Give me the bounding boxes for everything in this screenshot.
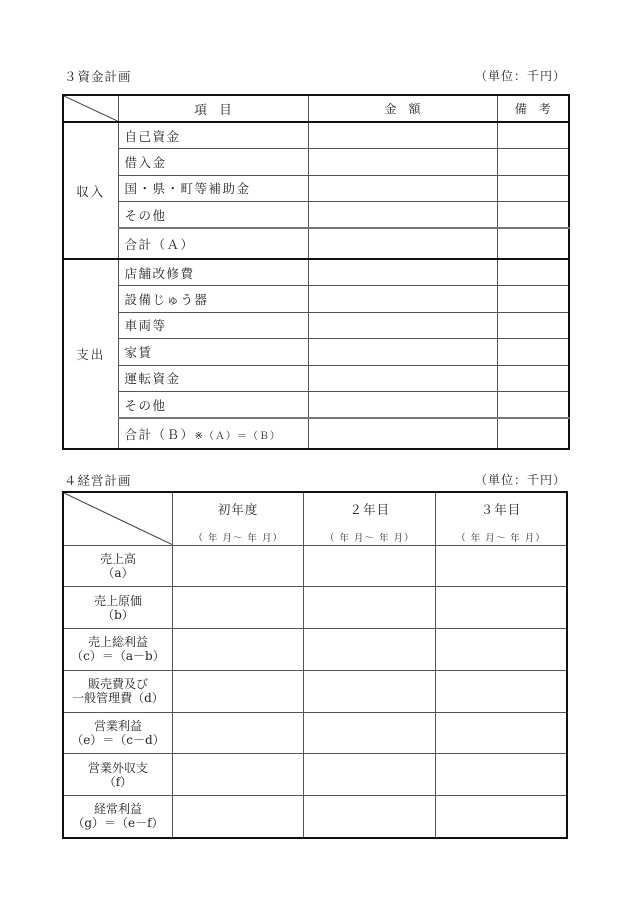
business-plan-table	[62, 491, 568, 839]
row-label-line1: 営業利益	[93, 719, 142, 734]
note-cell[interactable]	[497, 149, 569, 176]
row-label-line2: （f）	[103, 774, 133, 789]
value-cell[interactable]	[304, 754, 436, 796]
table-row	[63, 259, 569, 286]
value-cell[interactable]	[172, 712, 304, 754]
table-row	[63, 545, 567, 587]
row-label-line2: （g）＝（e－f）	[72, 816, 164, 831]
year-range: （ 年 月～ 年 月）	[456, 533, 546, 544]
note-cell[interactable]	[497, 365, 569, 392]
value-cell[interactable]	[435, 587, 567, 629]
amount-cell[interactable]	[308, 339, 497, 366]
table-row	[63, 202, 569, 229]
year-header-2	[304, 492, 436, 545]
value-cell[interactable]	[172, 754, 304, 796]
year-label: ３年目	[480, 502, 522, 517]
amount-cell[interactable]	[308, 149, 497, 176]
table-row	[63, 175, 569, 202]
expense-item: 家賃	[118, 339, 308, 366]
table-row	[63, 754, 567, 796]
table-row	[63, 712, 567, 754]
income-total-label: 合計（Ａ）	[118, 228, 308, 259]
amount-cell[interactable]	[308, 122, 497, 149]
row-label-line1: 営業外収支	[87, 760, 148, 775]
table-row	[63, 122, 569, 149]
value-cell[interactable]	[435, 796, 567, 838]
row-label-line2: （a）	[102, 565, 134, 580]
expense-total-label-cell	[118, 418, 308, 449]
value-cell[interactable]	[304, 545, 436, 587]
note-cell[interactable]	[497, 122, 569, 149]
expense-total-note: ※（Ａ）＝（Ｂ）	[194, 430, 281, 442]
note-cell[interactable]	[497, 339, 569, 366]
table-row	[63, 670, 567, 712]
table-row	[63, 312, 569, 339]
value-cell[interactable]	[435, 754, 567, 796]
table-row	[63, 339, 569, 366]
header-item: 項 目	[118, 95, 308, 122]
value-cell[interactable]	[435, 712, 567, 754]
row-label-line2: （e）＝（c－d）	[71, 733, 165, 748]
row-label-line2: 一般管理費（d）	[72, 691, 164, 706]
section3-header	[64, 67, 566, 85]
value-cell[interactable]	[172, 629, 304, 671]
section4-title: ４経営計画	[64, 473, 132, 488]
table-row	[63, 365, 569, 392]
section3-unit: （単位：千円）	[474, 69, 566, 83]
row-label	[63, 796, 172, 838]
note-cell[interactable]	[497, 259, 569, 286]
expense-total-row	[63, 418, 569, 449]
value-cell[interactable]	[435, 545, 567, 587]
income-total-amount-cell[interactable]	[308, 228, 497, 259]
expense-total-amount-cell[interactable]	[308, 418, 497, 449]
income-item: 国・県・町等補助金	[118, 175, 308, 202]
table-header-row	[63, 95, 569, 122]
income-item: 借入金	[118, 149, 308, 176]
value-cell[interactable]	[435, 670, 567, 712]
amount-cell[interactable]	[308, 259, 497, 286]
amount-cell[interactable]	[308, 202, 497, 229]
income-total-row	[63, 228, 569, 259]
expense-item: その他	[118, 392, 308, 419]
row-label	[63, 670, 172, 712]
diagonal-line-icon	[64, 96, 118, 121]
note-cell[interactable]	[497, 418, 569, 449]
note-cell[interactable]	[497, 202, 569, 229]
year-range: （ 年 月～ 年 月）	[193, 533, 283, 544]
row-label-line1: 経常利益	[93, 802, 142, 817]
row-label-line1: 売上総利益	[87, 635, 148, 650]
row-label-line1: 売上原価	[93, 593, 142, 608]
table-row	[63, 286, 569, 313]
row-label	[63, 587, 172, 629]
diagonal-corner-cell	[63, 492, 172, 545]
row-label	[63, 712, 172, 754]
value-cell[interactable]	[304, 712, 436, 754]
note-cell[interactable]	[497, 175, 569, 202]
row-label-line2: （c）＝（a－b）	[71, 649, 165, 664]
expense-total-label: 合計（Ｂ）	[124, 426, 195, 442]
row-label	[63, 545, 172, 587]
section4-unit: （単位：千円）	[474, 473, 566, 487]
value-cell[interactable]	[304, 587, 436, 629]
expense-item: 設備じゅう器	[118, 286, 308, 313]
year-label: 初年度	[217, 502, 259, 517]
table-row	[63, 629, 567, 671]
table-row	[63, 587, 567, 629]
year-label: ２年目	[349, 502, 390, 517]
expense-item: 運転資金	[118, 365, 308, 392]
amount-cell[interactable]	[308, 365, 497, 392]
header-amount: 金 額	[308, 95, 497, 122]
value-cell[interactable]	[304, 629, 436, 671]
amount-cell[interactable]	[308, 392, 497, 419]
income-category-label: 収入	[63, 122, 118, 259]
diagonal-corner-cell	[63, 95, 118, 122]
section3-title: ３資金計画	[64, 69, 132, 84]
value-cell[interactable]	[172, 796, 304, 838]
note-cell[interactable]	[497, 312, 569, 339]
row-label	[63, 754, 172, 796]
expense-item: 店舗改修費	[118, 259, 308, 286]
row-label-line1: 売上高	[99, 551, 136, 566]
row-label-line1: 販売費及び	[87, 677, 148, 692]
value-cell[interactable]	[304, 670, 436, 712]
table-row	[63, 392, 569, 419]
table-header-row	[63, 492, 567, 545]
table-row	[63, 149, 569, 176]
value-cell[interactable]	[172, 587, 304, 629]
value-cell[interactable]	[304, 796, 436, 838]
table-row	[63, 796, 567, 838]
note-cell[interactable]	[497, 228, 569, 259]
note-cell[interactable]	[497, 392, 569, 419]
amount-cell[interactable]	[308, 286, 497, 313]
year-header-3	[435, 492, 567, 545]
amount-cell[interactable]	[308, 175, 497, 202]
value-cell[interactable]	[172, 670, 304, 712]
income-item: その他	[118, 202, 308, 229]
income-item: 自己資金	[118, 122, 308, 149]
expense-item: 車両等	[118, 312, 308, 339]
expense-category-label: 支出	[63, 259, 118, 449]
year-range: （ 年 月～ 年 月）	[324, 533, 415, 544]
header-note: 備 考	[497, 95, 569, 122]
amount-cell[interactable]	[308, 312, 497, 339]
row-label	[63, 629, 172, 671]
section4-header	[64, 471, 566, 489]
value-cell[interactable]	[435, 629, 567, 671]
funding-plan-table	[62, 94, 570, 450]
year-header-1	[172, 492, 304, 545]
diagonal-line-icon	[64, 493, 172, 545]
value-cell[interactable]	[172, 545, 304, 587]
row-label-line2: （b）	[102, 607, 134, 622]
note-cell[interactable]	[497, 286, 569, 313]
